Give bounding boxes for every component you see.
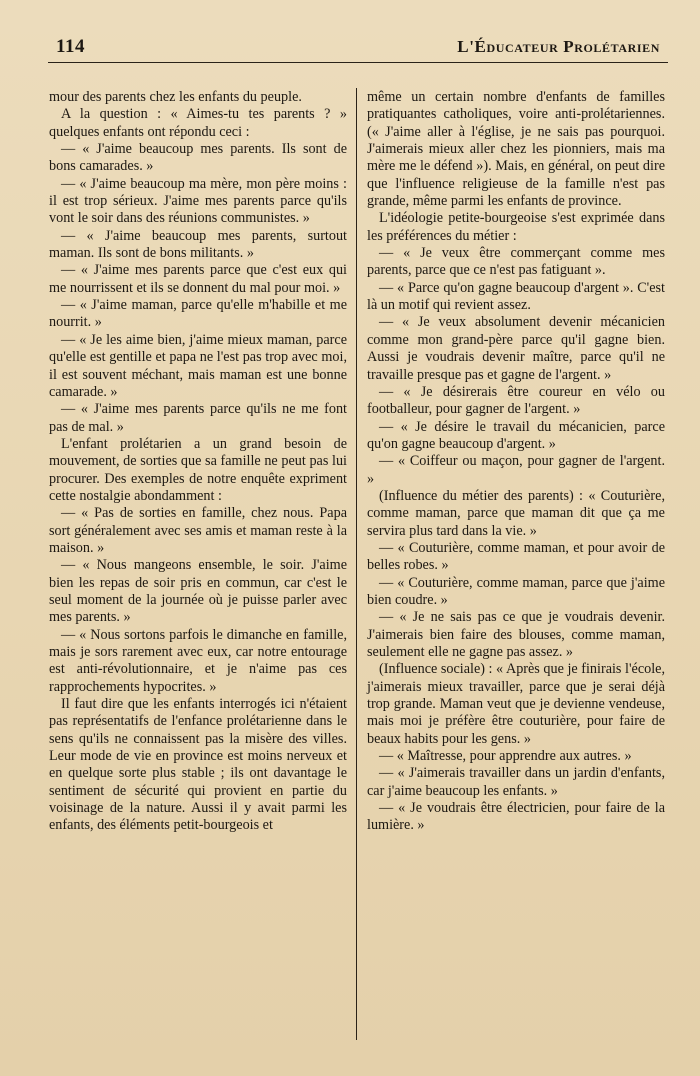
paragraph: — « Maîtresse, pour apprendre aux autres. » [379, 748, 632, 765]
paragraph: — « Pas de sorties en famille, chez nous. Papa sort généralement avec ses amis et maman reste à la maison. » [49, 505, 347, 556]
page-header [48, 36, 668, 63]
paragraph: (Influence sociale) : « Après que je finirais l'école, j'aimerais mieux travailler, parce que je serai déjà trop grande. Maman veut que je devienne vendeuse, mais moi je préfère être couturière, pour faire de beaux habits pour les gens. » [367, 661, 665, 747]
paragraph: — « J'aime maman, parce qu'elle m'habille et me nourrit. » [49, 297, 347, 331]
paragraph: — « Je voudrais être électricien, pour faire de la lumière. » [367, 800, 665, 834]
paragraph: — « Je désire le travail du mécanicien, parce qu'on gagne beaucoup d'argent. » [367, 418, 665, 452]
paragraph: — « J'aimerais travailler dans un jardin d'enfants, car j'aime beaucoup les enfants. » [367, 765, 665, 799]
paragraph: — « Parce qu'on gagne beaucoup d'argent ». C'est là un motif qui revient assez. [367, 279, 665, 314]
paragraph: mour des parents chez les enfants du peuple. [49, 89, 302, 105]
paragraph: — « Coiffeur ou maçon, pour gagner de l'argent. » [367, 453, 665, 487]
paragraph: — « Couturière, comme maman, et pour avoir de belles robes. » [367, 539, 665, 574]
paragraph: — « Nous mangeons ensemble, le soir. J'aime bien les repas de soir pris en commun, car c'est le seul moment de la journée où je puisse parler avec mes parents. » [49, 557, 347, 626]
paragraph: L'idéologie petite-bourgeoise s'est exprimée dans les préférences du métier : [367, 210, 665, 244]
paragraph: — « Je ne sais pas ce que je voudrais devenir. J'aimerais bien faire des blouses, comme maman, seulement elle ne gagne pas assez. » [367, 609, 665, 660]
paragraph: — « Je veux absolument devenir mécanicien comme mon grand-père parce qu'il gagne bien. Aussi je voudrais devenir maître, parce qu'il ne travaille presque pas et gagne de l'argent. » [367, 314, 665, 383]
paragraph: — « J'aime beaucoup ma mère, mon père moins : il est trop sérieux. J'aime mes parents parce qu'ils vont le soir dans des réunions communistes. » [49, 175, 347, 227]
paragraph: — « Je les aime bien, j'aime mieux maman, parce qu'elle est gentille et papa ne l'est pas trop avec moi, il est souvent méchant, mais maman est une bonne camarade. » [49, 331, 347, 400]
paragraph: — « Je désirerais être coureur en vélo ou footballeur, pour gagner de l'argent. » [367, 383, 665, 418]
page-number: 114 [56, 36, 85, 57]
paragraph: — « Je veux être commerçant comme mes parents, parce que ce n'est pas fatiguant ». [367, 245, 665, 279]
paragraph: L'enfant prolétarien a un grand besoin de mouvement, de sorties que sa famille ne peut pas lui procurer. Des exemples de notre enquête expriment cette nostalgie abondamment : [49, 435, 347, 504]
paragraph: — « Nous sortons parfois le dimanche en famille, mais je sors rarement avec eux, car notre entourage est anti-révolutionnaire, et je n'aime pas ces rapprochements hypocrites. » [49, 626, 347, 695]
paragraph: — « J'aime beaucoup mes parents, surtout maman. Ils sont de bons militants. » [49, 227, 347, 262]
paragraph: (Influence du métier des parents) : « Couturière, comme maman, parce que maman dit que ça me servira plus tard dans la vie. » [367, 487, 665, 539]
paragraph: — « J'aime mes parents parce que c'est eux qui me nourrissent et ils se donnent du mal pour moi. » [49, 262, 347, 296]
running-head: L'Éducateur Prolétarien [457, 37, 660, 56]
left-column [49, 89, 347, 835]
paragraph: — « Couturière, comme maman, parce que j'aime bien coudre. » [367, 574, 665, 608]
paragraph: — « J'aime beaucoup mes parents. Ils sont de bons camarades. » [49, 141, 347, 175]
paragraph: — « J'aime mes parents parce qu'ils ne me font pas de mal. » [49, 401, 347, 435]
paragraph: Il faut dire que les enfants interrogés ici n'étaient pas représentatifs de l'enfance prolétarienne dans le sens qu'ils ne connaissent pas la misère des villes. Leur mode de vie en province est moins nerveux et en quelque sorte plus stable ; ils ont davantage le sentiment de sécurité qui provient en partie du voisinage de la nature. Aussi il y avait parmi les enfants, des éléments petit-bourgeois et [49, 696, 347, 834]
paragraph: même un certain nombre d'enfants de familles pratiquantes catholiques, voire anti-prolétariennes. (« J'aime aller à l'église, je ne sais pas pourquoi. J'aimerais mieux aller chez les pionniers, mais ma mère me le défend »). Mais, en général, on peut dire que l'influence religieuse de la famille n'est pas grande, même parmi les enfants de province. [367, 89, 665, 210]
paragraph: A la question : « Aimes-tu tes parents ? » quelques enfants ont répondu ceci : [49, 106, 347, 140]
column-divider [356, 88, 357, 1040]
right-column [367, 89, 665, 835]
